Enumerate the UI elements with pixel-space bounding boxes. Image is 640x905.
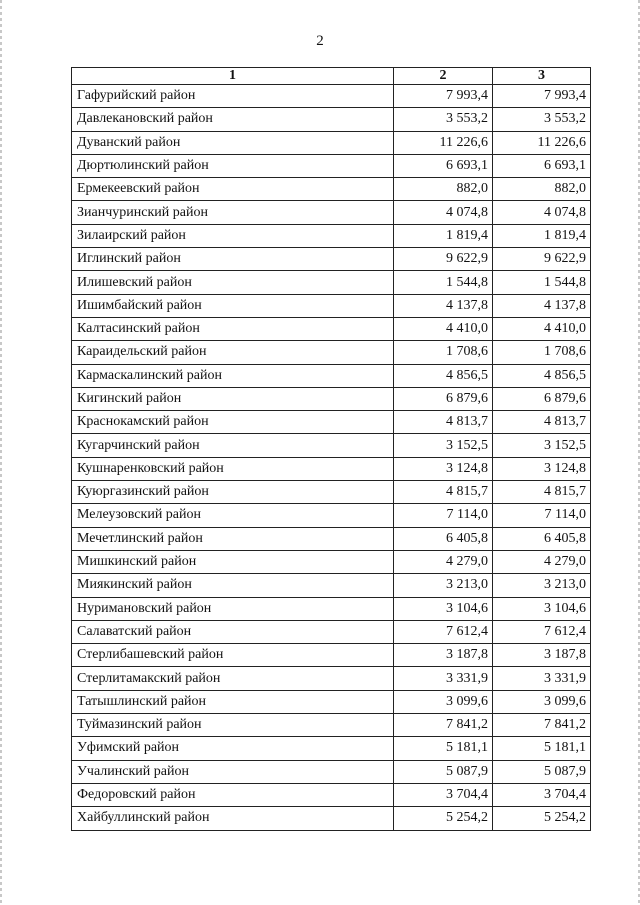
value-col3-cell: 7 114,0: [493, 504, 591, 527]
value-col3-cell: 882,0: [493, 178, 591, 201]
district-name-cell: Зианчуринский район: [72, 201, 394, 224]
column-header-1: 1: [72, 68, 394, 85]
value-col2-cell: 4 137,8: [394, 294, 493, 317]
table-row: [72, 224, 591, 247]
value-col2-cell: 3 152,5: [394, 434, 493, 457]
value-col2-cell: 4 074,8: [394, 201, 493, 224]
value-col2-cell: 3 124,8: [394, 457, 493, 480]
table-header-row: [72, 68, 591, 85]
district-name-cell: Кармаскалинский район: [72, 364, 394, 387]
district-name-cell: Хайбуллинский район: [72, 807, 394, 830]
value-col2-cell: 7 993,4: [394, 85, 493, 108]
value-col2-cell: 4 815,7: [394, 481, 493, 504]
district-name-cell: Мечетлинский район: [72, 527, 394, 550]
value-col3-cell: 4 279,0: [493, 550, 591, 573]
district-name-cell: Куюргазинский район: [72, 481, 394, 504]
district-name-cell: Ишимбайский район: [72, 294, 394, 317]
table-row: [72, 178, 591, 201]
table-row: [72, 504, 591, 527]
table-row: [72, 201, 591, 224]
value-col3-cell: 6 879,6: [493, 387, 591, 410]
value-col2-cell: 9 622,9: [394, 248, 493, 271]
value-col2-cell: 5 254,2: [394, 807, 493, 830]
value-col3-cell: 1 819,4: [493, 224, 591, 247]
district-name-cell: Стерлибашевский район: [72, 644, 394, 667]
value-col3-cell: 7 993,4: [493, 85, 591, 108]
value-col2-cell: 4 856,5: [394, 364, 493, 387]
value-col3-cell: 6 693,1: [493, 154, 591, 177]
value-col2-cell: 4 410,0: [394, 317, 493, 340]
district-name-cell: Краснокамский район: [72, 411, 394, 434]
district-name-cell: Федоровский район: [72, 783, 394, 806]
value-col2-cell: 5 087,9: [394, 760, 493, 783]
table-row: [72, 737, 591, 760]
value-col3-cell: 7 841,2: [493, 714, 591, 737]
table-row: [72, 667, 591, 690]
table-row: [72, 317, 591, 340]
district-name-cell: Гафурийский район: [72, 85, 394, 108]
column-header-3: 3: [493, 68, 591, 85]
value-col2-cell: 6 879,6: [394, 387, 493, 410]
table-row: [72, 387, 591, 410]
value-col3-cell: 3 213,0: [493, 574, 591, 597]
table-row: [72, 760, 591, 783]
table-row: [72, 574, 591, 597]
value-col3-cell: 5 087,9: [493, 760, 591, 783]
table-row: [72, 597, 591, 620]
table-body: [72, 85, 591, 831]
value-col2-cell: 7 114,0: [394, 504, 493, 527]
table-row: [72, 294, 591, 317]
district-name-cell: Дюртюлинский район: [72, 154, 394, 177]
value-col2-cell: 3 187,8: [394, 644, 493, 667]
district-name-cell: Ермекеевский район: [72, 178, 394, 201]
value-col2-cell: 4 813,7: [394, 411, 493, 434]
value-col3-cell: 1 708,6: [493, 341, 591, 364]
value-col2-cell: 6 405,8: [394, 527, 493, 550]
value-col3-cell: 4 410,0: [493, 317, 591, 340]
value-col3-cell: 6 405,8: [493, 527, 591, 550]
table-row: [72, 783, 591, 806]
scan-edge-left: [0, 0, 2, 905]
table-row: [72, 527, 591, 550]
value-col3-cell: 4 074,8: [493, 201, 591, 224]
value-col3-cell: 9 622,9: [493, 248, 591, 271]
table-row: [72, 271, 591, 294]
value-col2-cell: 7 612,4: [394, 620, 493, 643]
table-row: [72, 714, 591, 737]
value-col3-cell: 4 815,7: [493, 481, 591, 504]
district-name-cell: Туймазинский район: [72, 714, 394, 737]
district-name-cell: Учалинский район: [72, 760, 394, 783]
value-col3-cell: 3 704,4: [493, 783, 591, 806]
value-col2-cell: 6 693,1: [394, 154, 493, 177]
district-name-cell: Кушнаренковский район: [72, 457, 394, 480]
value-col2-cell: 882,0: [394, 178, 493, 201]
table-row: [72, 457, 591, 480]
value-col2-cell: 4 279,0: [394, 550, 493, 573]
value-col2-cell: 3 099,6: [394, 690, 493, 713]
district-name-cell: Илишевский район: [72, 271, 394, 294]
value-col3-cell: 3 104,6: [493, 597, 591, 620]
value-col3-cell: 3 099,6: [493, 690, 591, 713]
table-row: [72, 341, 591, 364]
district-name-cell: Стерлитамакский район: [72, 667, 394, 690]
value-col2-cell: 3 331,9: [394, 667, 493, 690]
district-name-cell: Дуванский район: [72, 131, 394, 154]
table-row: [72, 85, 591, 108]
table-row: [72, 690, 591, 713]
value-col3-cell: 3 331,9: [493, 667, 591, 690]
value-col3-cell: 4 813,7: [493, 411, 591, 434]
value-col3-cell: 3 553,2: [493, 108, 591, 131]
value-col3-cell: 1 544,8: [493, 271, 591, 294]
value-col2-cell: 3 104,6: [394, 597, 493, 620]
district-name-cell: Зилаирский район: [72, 224, 394, 247]
value-col2-cell: 1 708,6: [394, 341, 493, 364]
table-row: [72, 620, 591, 643]
table-row: [72, 434, 591, 457]
value-col3-cell: 11 226,6: [493, 131, 591, 154]
value-col3-cell: 3 152,5: [493, 434, 591, 457]
table-row: [72, 550, 591, 573]
table-row: [72, 807, 591, 830]
district-name-cell: Калтасинский район: [72, 317, 394, 340]
district-name-cell: Кугарчинский район: [72, 434, 394, 457]
table-row: [72, 644, 591, 667]
district-name-cell: Уфимский район: [72, 737, 394, 760]
table-row: [72, 154, 591, 177]
value-col3-cell: 5 254,2: [493, 807, 591, 830]
table-row: [72, 108, 591, 131]
value-col3-cell: 5 181,1: [493, 737, 591, 760]
district-name-cell: Иглинский район: [72, 248, 394, 271]
value-col3-cell: 4 856,5: [493, 364, 591, 387]
district-name-cell: Миякинский район: [72, 574, 394, 597]
value-col2-cell: 3 704,4: [394, 783, 493, 806]
district-name-cell: Салаватский район: [72, 620, 394, 643]
value-col2-cell: 3 553,2: [394, 108, 493, 131]
value-col2-cell: 3 213,0: [394, 574, 493, 597]
district-name-cell: Давлекановский район: [72, 108, 394, 131]
value-col3-cell: 3 124,8: [493, 457, 591, 480]
table-row: [72, 411, 591, 434]
table-row: [72, 364, 591, 387]
district-name-cell: Караидельский район: [72, 341, 394, 364]
district-name-cell: Татышлинский район: [72, 690, 394, 713]
value-col2-cell: 5 181,1: [394, 737, 493, 760]
table-row: [72, 248, 591, 271]
value-col2-cell: 11 226,6: [394, 131, 493, 154]
value-col2-cell: 1 819,4: [394, 224, 493, 247]
table-row: [72, 131, 591, 154]
value-col2-cell: 7 841,2: [394, 714, 493, 737]
value-col3-cell: 3 187,8: [493, 644, 591, 667]
value-col3-cell: 4 137,8: [493, 294, 591, 317]
table-row: [72, 481, 591, 504]
value-col2-cell: 1 544,8: [394, 271, 493, 294]
district-name-cell: Мишкинский район: [72, 550, 394, 573]
district-name-cell: Кигинский район: [72, 387, 394, 410]
value-col3-cell: 7 612,4: [493, 620, 591, 643]
district-name-cell: Нуримановский район: [72, 597, 394, 620]
page-number: 2: [316, 33, 324, 49]
column-header-2: 2: [394, 68, 493, 85]
district-table: [71, 67, 591, 831]
district-name-cell: Мелеузовский район: [72, 504, 394, 527]
